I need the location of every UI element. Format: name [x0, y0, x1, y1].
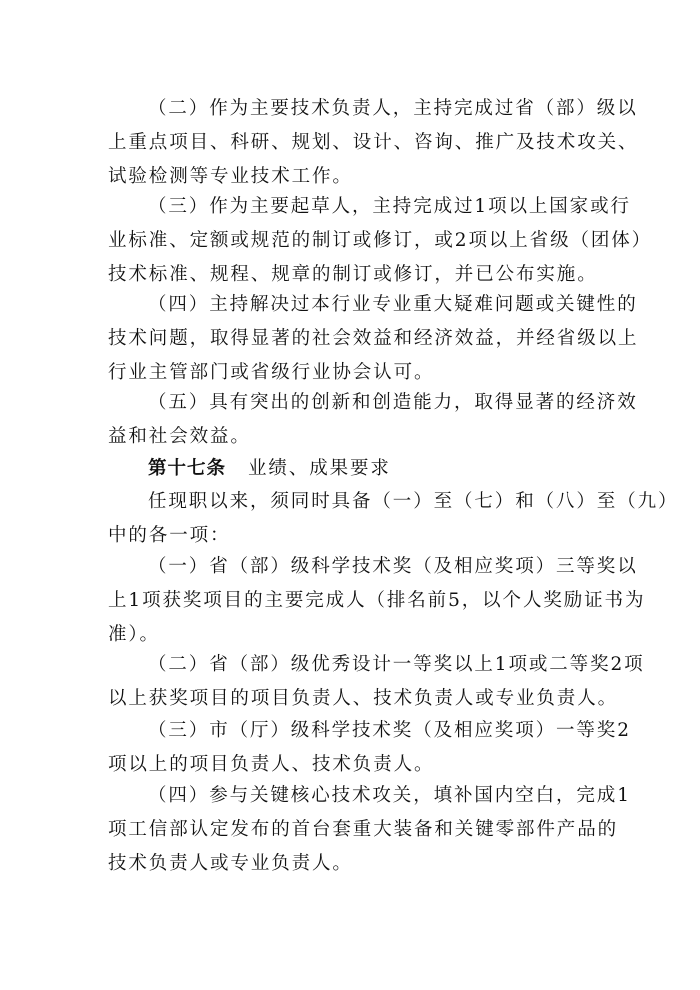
text-line: 技术问题，取得显著的社会效益和经济效益，并经省级以上: [108, 328, 639, 349]
clause-5-paragraph: [108, 386, 638, 454]
text-line: （二）作为主要技术负责人，主持完成过省（部）级以: [148, 98, 638, 119]
text-line: 项以上的项目负责人、技术负责人。: [108, 754, 435, 775]
article-17-heading: [108, 452, 602, 486]
text-line: 以上获奖项目的项目负责人、技术负责人或专业负责人。: [108, 688, 619, 709]
text-line: 试验检测等专业技术工作。: [108, 166, 353, 187]
text-line: （四）参与关键核心技术攻关，填补国内空白，完成1: [148, 785, 631, 806]
clause-2-paragraph: [108, 92, 639, 194]
requirements-intro: [108, 485, 679, 553]
text-line: 项工信部认定发布的首台套重大装备和关键零部件产品的: [108, 819, 619, 840]
text-line: 业标准、定额或规范的制订或修订，或2项以上省级（团体）: [108, 230, 653, 251]
text-line: 任现职以来，须同时具备（一）至（七）和（八）至（九）: [148, 491, 679, 512]
requirement-item-1: [108, 550, 646, 652]
article-title: 业绩、成果要求: [248, 458, 391, 479]
requirement-item-2: [108, 648, 645, 716]
text-line: （三）作为主要起草人，主持完成过1项以上国家或行: [148, 196, 631, 217]
clause-4-paragraph: [108, 288, 639, 390]
text-line: 益和社会效益。: [108, 426, 251, 447]
text-line: （一）省（部）级科学技术奖（及相应奖项）三等奖以: [148, 556, 638, 577]
text-line: 技术负责人或专业负责人。: [108, 853, 353, 874]
text-line: （四）主持解决过本行业专业重大疑难问题或关键性的: [148, 294, 638, 315]
text-line: 中的各一项：: [108, 525, 231, 546]
text-line: （二）省（部）级优秀设计一等奖以上1项或二等奖2项: [148, 654, 645, 675]
text-line: （三）市（厅）级科学技术奖（及相应奖项）一等奖2: [148, 720, 631, 741]
text-line: 准）。: [108, 624, 160, 645]
text-line: 上重点项目、科研、规划、设计、咨询、推广及技术攻关、: [108, 132, 639, 153]
article-number: 第十七条: [148, 458, 227, 479]
text-line: 技术标准、规程、规章的制订或修订，并已公布实施。: [108, 264, 598, 285]
text-line: （五）具有突出的创新和创造能力，取得显著的经济效: [148, 392, 638, 413]
requirement-item-4: [108, 779, 631, 881]
requirement-item-3: [108, 714, 631, 782]
text-line: 上1项获奖项目的主要完成人（排名前5，以个人奖励证书为: [108, 590, 646, 611]
clause-3-paragraph: [108, 190, 653, 292]
text-line: 行业主管部门或省级行业协会认可。: [108, 362, 435, 383]
